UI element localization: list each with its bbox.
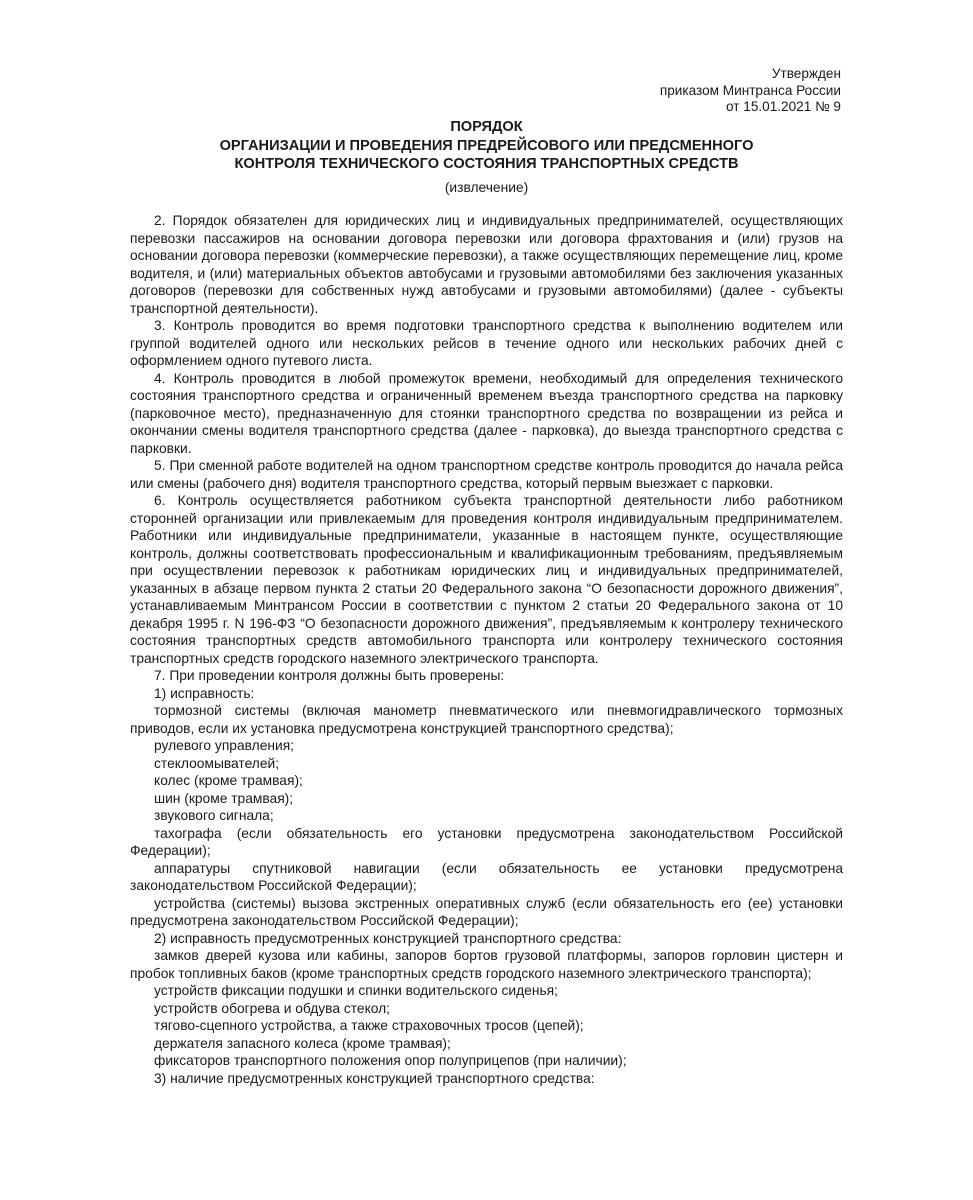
paragraph: тягово-сцепного устройства, а также страховочных тросов (цепей); bbox=[154, 1018, 584, 1033]
paragraph: тормозной системы (включая манометр пневматического или пневмогидравлического тормозных приводов, если их установка предусмотрена конструкцией транспортного средства); bbox=[130, 703, 843, 736]
paragraph: 6. Контроль осуществляется работником субъекта транспортной деятельности либо работником сторонней организации или привлекаемым для проведения контроля индивидуальным предпринимателем. Работники или индивидуальные предприниматели, указанные в настоящем пункте, осуществляющие контроль, должны соответствовать профессиональным и квалификационным требованиям, предъявляемым при осуществлении перевозок к работникам юридических лиц и индивидуальных предпринимателей, указанных в абзаце первом пункта 2 статьи 20 Федерального закона “О безопасности дорожного движения”, устанавливаемым Минтрансом России в соответствии с пунктом 2 статьи 20 Федерального закона от 10 декабря 1995 г. N 196-ФЗ “О безопасности дорожного движения”, предъявляемым к контролеру технического состояния транспортных средств автомобильного транспорта или контролеру технического состояния транспортных средств городского наземного электрического транспорта. bbox=[130, 493, 843, 666]
paragraph: 3) наличие предусмотренных конструкцией транспортного средства: bbox=[154, 1070, 595, 1086]
document-body bbox=[130, 212, 843, 1087]
document-title bbox=[130, 118, 843, 174]
paragraph: устройства (системы) вызова экстренных оперативных служб (если обязательность его (ее) установки предусмотрена законодательством Российской Федерации); bbox=[130, 895, 843, 928]
document-subtitle: (извлечение) bbox=[444, 180, 529, 195]
paragraph: аппаратуры спутниковой навигации (если обязательность ее установки предусмотрена законодательством Российской Федерации); bbox=[130, 860, 843, 893]
approval-stamp bbox=[660, 66, 841, 116]
paragraph: звукового сигнала; bbox=[154, 808, 274, 823]
paragraph: держателя запасного колеса (кроме трамвая); bbox=[154, 1035, 451, 1051]
paragraph: 7. При проведении контроля должны быть проверены: bbox=[154, 668, 505, 683]
paragraph: фиксаторов транспортного положения опор полуприцепов (при наличии); bbox=[154, 1053, 627, 1068]
title-line: ПОРЯДОК bbox=[450, 119, 523, 135]
title-line: КОНТРОЛЯ ТЕХНИЧЕСКОГО СОСТОЯНИЯ ТРАНСПОРТНЫХ СРЕДСТВ bbox=[234, 156, 739, 172]
title-line: ОРГАНИЗАЦИИ И ПРОВЕДЕНИЯ ПРЕДРЕЙСОВОГО ИЛИ ПРЕДСМЕННОГО bbox=[219, 137, 754, 154]
paragraph: устройств фиксации подушки и спинки водительского сиденья; bbox=[154, 983, 558, 998]
paragraph: тахографа (если обязательность его установки предусмотрена законодательством Российской Федерации); bbox=[130, 825, 843, 858]
approval-line: приказом Минтранса России bbox=[659, 82, 841, 98]
paragraph: устройств обогрева и обдува стекол; bbox=[154, 1000, 391, 1016]
paragraph: 5. При сменной работе водителей на одном транспортном средстве контроль проводится до начала рейса или смены (рабочего дня) водителя транспортного средства, который первым выезжает с парковки. bbox=[130, 458, 843, 491]
paragraph: замков дверей кузова или кабины, запоров бортов грузовой платформы, запоров горловин цистерн и пробок топливных баков (кроме транспортных средств городского наземного электрического транспорта); bbox=[130, 948, 843, 981]
paragraph: рулевого управления; bbox=[154, 738, 295, 753]
paragraph: колес (кроме трамвая); bbox=[154, 773, 303, 788]
paragraph: стеклоомывателей; bbox=[154, 755, 280, 771]
paragraph: шин (кроме трамвая); bbox=[154, 790, 294, 806]
paragraph: 2) исправность предусмотренных конструкцией транспортного средства: bbox=[154, 930, 622, 946]
approval-line: от 15.01.2021 № 9 bbox=[726, 99, 841, 114]
paragraph: 3. Контроль проводится во время подготовки транспортного средства к выполнению водителем или группой водителей одного или нескольких рейсов в течение одного или нескольких рабочих дней с оформлением одного путевого листа. bbox=[130, 318, 843, 368]
paragraph: 1) исправность: bbox=[154, 685, 255, 701]
paragraph: 4. Контроль проводится в любой промежуток времени, необходимый для определения технического состояния транспортного средства и ограниченный временем въезда транспортного средства на парковку (парковочное место), предназначенную для стоянки транспортного средства по возвращении из рейса и окончании смены водителя транспортного средства (далее - парковка), до выезда транспортного средства с парковки. bbox=[130, 370, 843, 456]
paragraph: 2. Порядок обязателен для юридических лиц и индивидуальных предпринимателей, осуществляющих перевозки пассажиров на основании договора перевозки или договора фрахтования и (или) грузов на основании договора перевозки (коммерческие перевозки), а также осуществляющих перемещение лиц, кроме водителя, и (или) материальных объектов автобусами и грузовыми автомобилями без заключения указанных договоров (перевозки для собственных нужд автобусами и грузовыми автомобилями) (далее - субъекты транспортной деятельности). bbox=[130, 213, 843, 316]
approval-line: Утвержден bbox=[771, 66, 841, 81]
